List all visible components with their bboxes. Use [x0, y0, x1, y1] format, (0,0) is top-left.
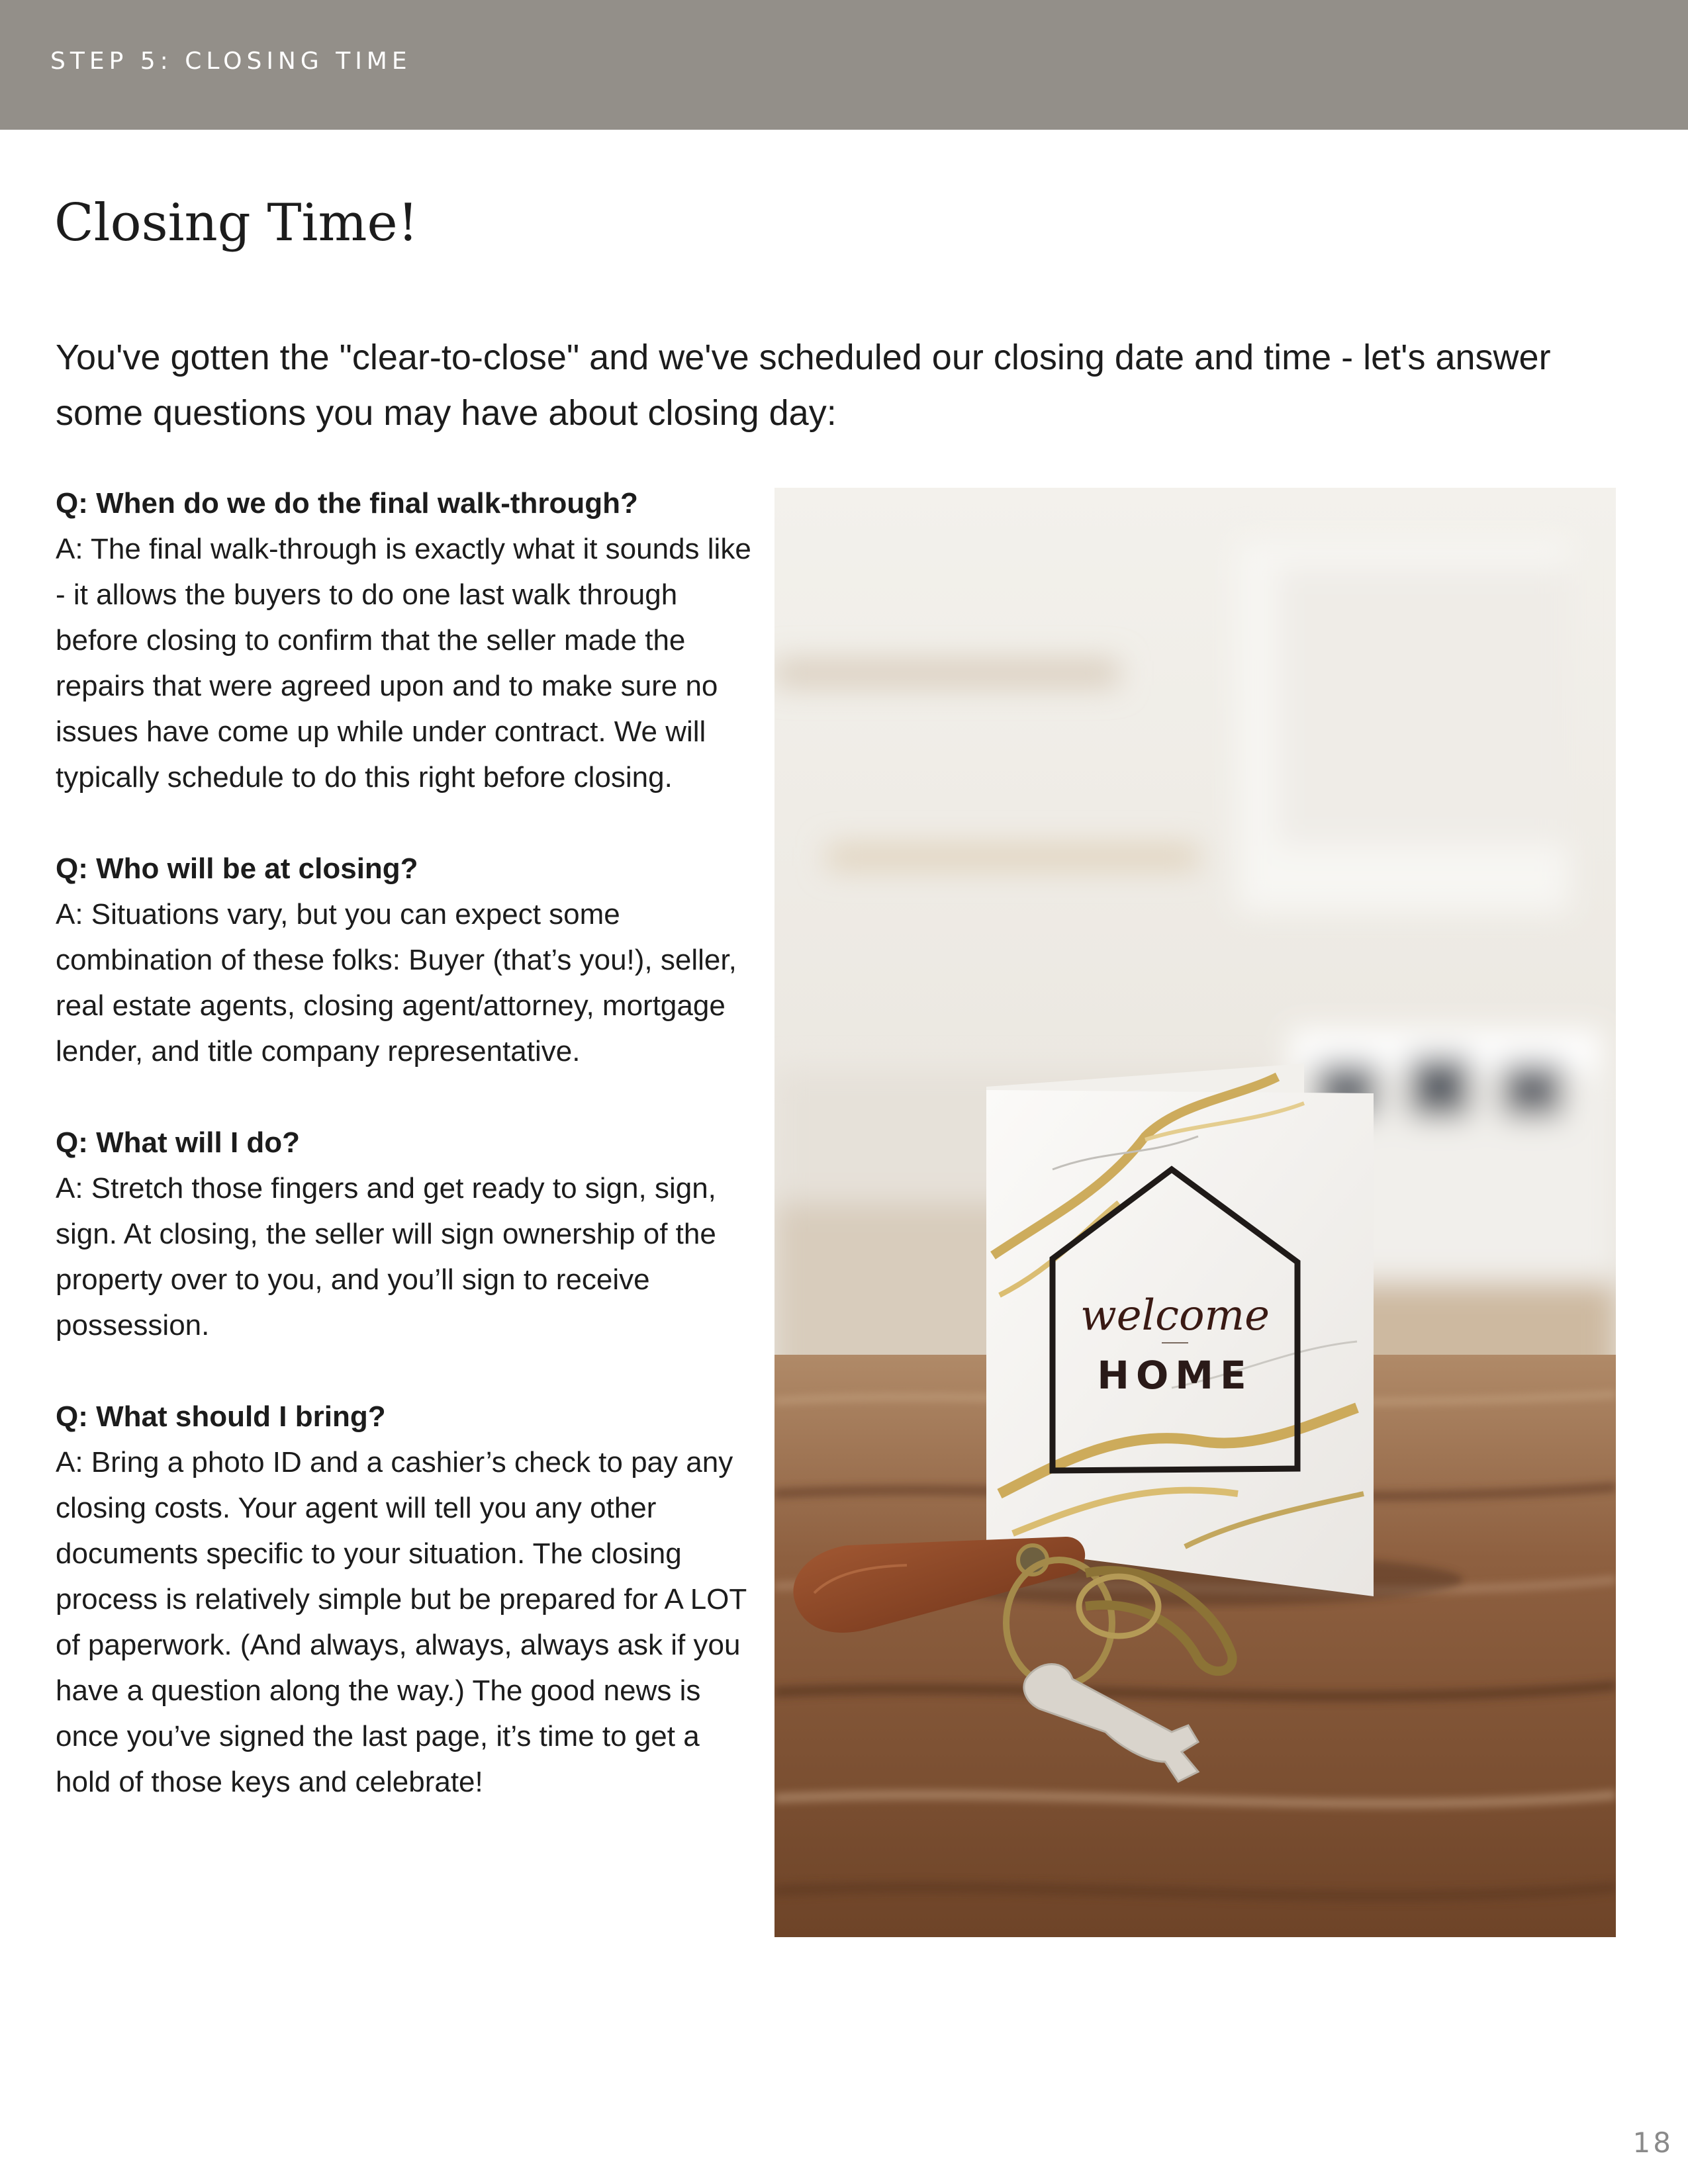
faq-answer: A: Stretch those fingers and get ready to sign, sign, sign. At closing, the seller will sign ownership of the property over to you, and you’ll sign to receive possession.	[56, 1172, 716, 1342]
page-number: 18	[1632, 2126, 1673, 2159]
faq-answer: A: Situations vary, but you can expect some combination of these folks: Buyer (that’s you!), seller, real estate agents, closing agent/attorney, mortgage lender, and title company representative.	[56, 898, 737, 1068]
card-home-text: HOME	[1097, 1353, 1253, 1398]
faq-question: Q: What will I do?	[56, 1126, 301, 1159]
faq-item	[56, 1120, 757, 1348]
faq-question: Q: Who will be at closing?	[56, 852, 418, 885]
header-bar	[0, 0, 1688, 130]
faq-question: Q: What should I bring?	[56, 1400, 386, 1433]
faq-answer: A: Bring a photo ID and a cashier’s check to pay any closing costs. Your agent will tell you any other documents specific to your situation. The closing process is relatively simple but be prepared for A LOT of paperwork. (And always, always, always ask if you have a question along the way.) The good news is once you’ve signed the last page, it’s time to get a hold of those keys and celebrate!	[56, 1446, 747, 1798]
page-title: Closing Time!	[54, 193, 418, 253]
faq-item	[56, 480, 757, 800]
faq-question: Q: When do we do the final walk-through?	[56, 487, 638, 520]
welcome-home-photo	[774, 488, 1616, 1937]
faq-item	[56, 1394, 757, 1805]
faq-answer: A: The final walk-through is exactly what it sounds like - it allows the buyers to do one last walk through before closing to confirm that the seller made the repairs that were agreed upon and to make sure no issues have come up while under contract. We will typically schedule to do this right before closing.	[56, 533, 751, 794]
faq-item	[56, 846, 757, 1074]
faq-list	[56, 480, 757, 1850]
section-label: STEP 5: CLOSING TIME	[50, 48, 412, 75]
card-welcome-text: welcome	[1080, 1291, 1270, 1340]
intro-paragraph: You've gotten the "clear-to-close" and we've scheduled our closing date and time - let's answer some questions you may have about closing day:	[56, 338, 1551, 433]
